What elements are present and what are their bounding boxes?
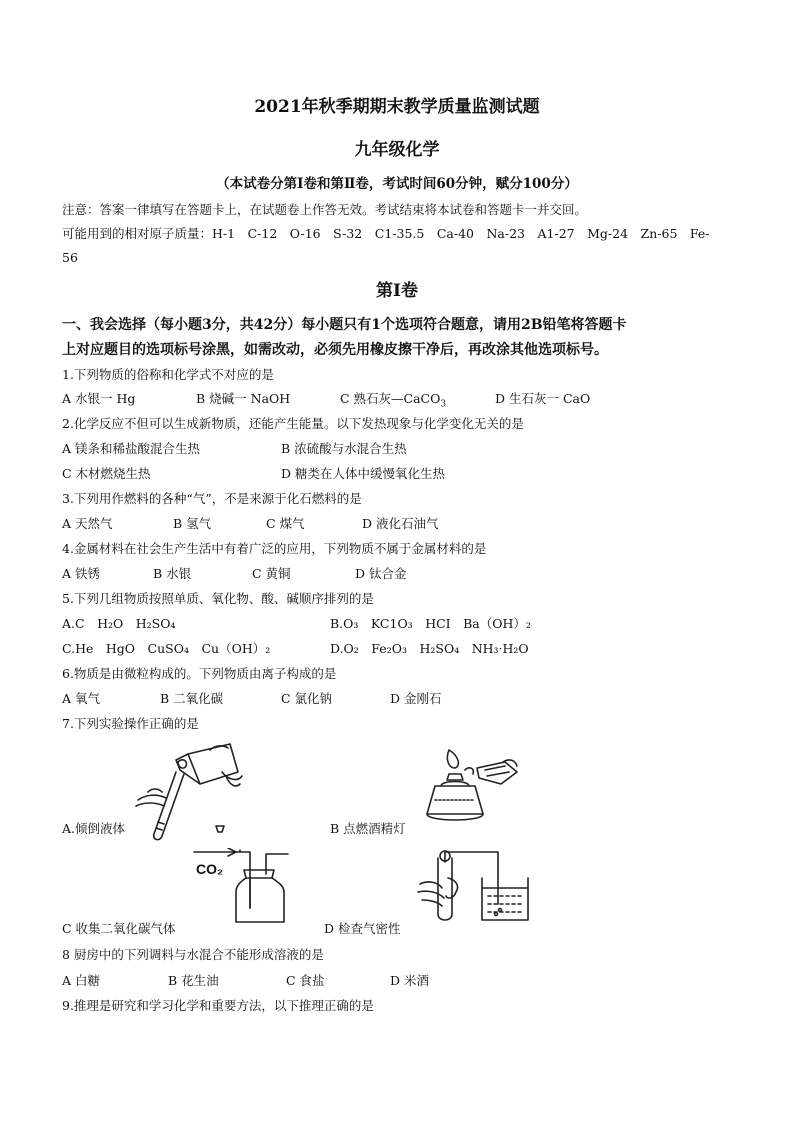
q6-option-a: A 氧气 bbox=[62, 691, 101, 706]
section-instruction-line2: 上对应题目的选项标号涂黑，如需改动，必须先用橡皮擦干净后，再改涂其他选项标号。 bbox=[62, 342, 608, 358]
q6-option-c: C 氯化钠 bbox=[281, 691, 333, 706]
q3-stem: 3.下列用作燃料的各种“气”，不是来源于化石燃料的是 bbox=[62, 491, 362, 506]
q5-option-b: B.O₃ KC1O₃ HCI Ba（OH）₂ bbox=[330, 616, 531, 631]
q1-option-b: B 烧碱一 NaOH bbox=[196, 391, 291, 406]
q3-option-a: A 天然气 bbox=[62, 516, 113, 531]
q8-option-d: D 米酒 bbox=[390, 973, 429, 988]
q4-option-d: D 钛合金 bbox=[355, 566, 407, 581]
q5-stem: 5.下列几组物质按照单质、氧化物、酸、碱顺序排列的是 bbox=[62, 591, 374, 606]
q1-option-c: C 熟石灰—CaCO$_3$ bbox=[340, 391, 447, 410]
q9-stem: 9.推理是研究和学习化学和重要方法，以下推理正确的是 bbox=[62, 998, 374, 1013]
q2-option-c: C 木材燃烧生热 bbox=[62, 466, 151, 481]
q8-stem: 8 厨房中的下列调料与水混合不能形成溶液的是 bbox=[62, 947, 324, 962]
volume-title: 第Ⅰ卷 bbox=[376, 281, 418, 301]
airtightness-check-illustration bbox=[408, 848, 538, 926]
section-instruction-line1: 一、我会选择（每小题3分，共42分）每小题只有1个选项符合题意，请用2B铅笔将答题卡 bbox=[62, 317, 627, 333]
q7-option-c: C 收集二氧化碳气体 bbox=[62, 921, 176, 936]
exam-subject: 九年级化学 bbox=[354, 140, 440, 160]
q2-option-b: B 浓硫酸与水混合生热 bbox=[281, 441, 407, 456]
notice-text: 注意：答案一律填写在答题卡上，在试题卷上作答无效。考试结束将本试卷和答题卡一并交回。 bbox=[62, 202, 588, 217]
q5-option-c: C.He HgO CuSO₄ Cu（OH）₂ bbox=[62, 641, 271, 656]
q4-option-c: C 黄铜 bbox=[252, 566, 291, 581]
co2-collection-illustration bbox=[190, 848, 310, 923]
q3-option-b: B 氢气 bbox=[173, 516, 212, 531]
q8-option-b: B 花生油 bbox=[168, 973, 219, 988]
q7-option-d: D 检查气密性 bbox=[324, 921, 401, 936]
alcohol-lamp-illustration bbox=[405, 740, 525, 835]
q6-stem: 6.物质是由微粒构成的。下列物质由离子构成的是 bbox=[62, 666, 337, 681]
q6-option-d: D 金刚石 bbox=[390, 691, 442, 706]
co2-label: CO₂ bbox=[196, 861, 224, 877]
q2-option-d: D 糖类在人体中缓慢氧化生热 bbox=[281, 466, 445, 481]
q3-option-d: D 液化石油气 bbox=[362, 516, 439, 531]
exam-title: 2021年秋季期期末教学质量监测试题 bbox=[254, 97, 540, 117]
q7-stem: 7.下列实验操作正确的是 bbox=[62, 716, 199, 731]
q4-stem: 4.金属材料在社会生产生活中有着广泛的应用，下列物质不属于金属材料的是 bbox=[62, 541, 487, 556]
q7-option-b: B 点燃酒精灯 bbox=[330, 821, 406, 836]
exam-info: （本试卷分第Ⅰ卷和第Ⅱ卷，考试时间60分钟，赋分100分） bbox=[216, 176, 578, 192]
q6-option-b: B 二氧化碳 bbox=[160, 691, 224, 706]
q5-option-a: A.C H₂O H₂SO₄ bbox=[62, 616, 176, 631]
q2-option-a: A 镁条和稀盐酸混合生热 bbox=[62, 441, 201, 456]
q1-option-d: D 生石灰一 CaO bbox=[495, 391, 591, 406]
atomic-masses-line2: 56 bbox=[62, 250, 78, 265]
q1-option-a: A 水银一 Hg bbox=[62, 391, 136, 406]
q3-option-c: C 煤气 bbox=[266, 516, 305, 531]
q4-option-b: B 水银 bbox=[153, 566, 192, 581]
q2-stem: 2.化学反应不但可以生成新物质，还能产生能量。以下发热现象与化学变化无关的是 bbox=[62, 416, 524, 431]
q8-option-a: A 白糖 bbox=[62, 973, 101, 988]
q4-option-a: A 铁锈 bbox=[62, 566, 101, 581]
atomic-masses-line1: 可能用到的相对原子质量：H-1 C-12 O-16 S-32 C1-35.5 Ca-40 Na-23 A1-27 Mg-24 Zn-65 Fe- bbox=[62, 226, 710, 241]
q1-stem: 1.下列物质的俗称和化学式不对应的是 bbox=[62, 367, 274, 382]
pouring-liquid-illustration bbox=[118, 742, 248, 842]
q7-option-a: A.倾倒液体 bbox=[62, 821, 126, 836]
q5-option-d: D.O₂ Fe₂O₃ H₂SO₄ NH₃·H₂O bbox=[330, 641, 529, 656]
q8-option-c: C 食盐 bbox=[286, 973, 325, 988]
